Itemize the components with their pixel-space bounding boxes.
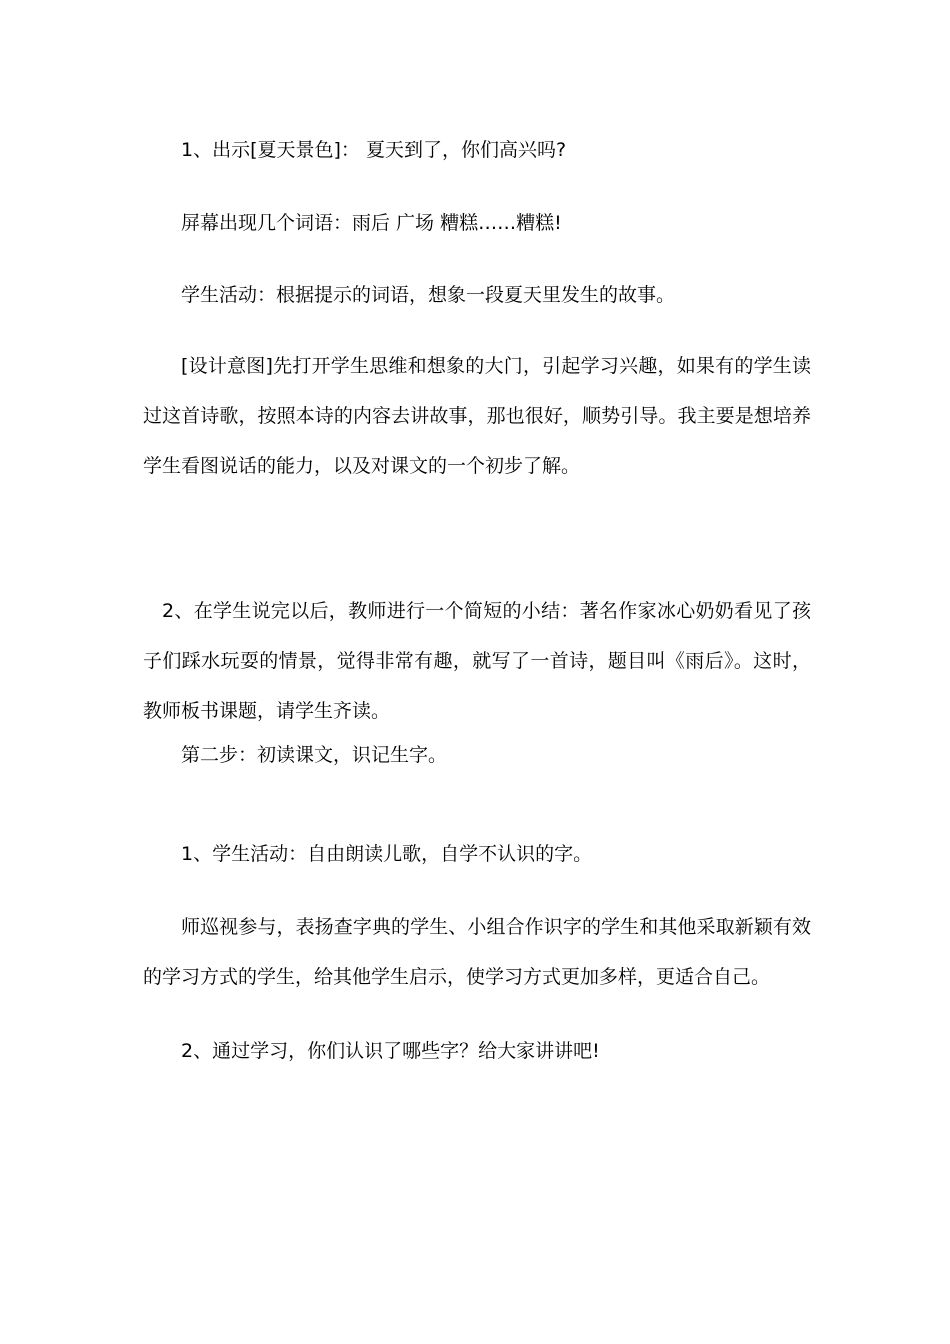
paragraph-step-two: 第二步：初读课文，识记生字。 xyxy=(181,744,448,766)
paragraph-student-activity: 学生活动：根据提示的词语，想象一段夏天里发生的故事。 xyxy=(181,284,676,306)
paragraph-teacher-patrol: 师巡视参与，表扬查字典的学生、小组合作识字的学生和其他采取新颖有效的学习方式的学生，给其他学生启示，使学习方式更加多样，更适合自己。 xyxy=(143,916,811,988)
paragraph-design-intent: [设计意图]先打开学生思维和想象的大门，引起学习兴趣，如果有的学生读过这首诗歌，按照本诗的内容去讲故事，那也很好，顺势引导。我主要是想培养学生看图说话的能力，以及对课文的一个初步了解。 xyxy=(143,355,811,477)
paragraph-read-aloud: 1、学生活动：自由朗读儿歌，自学不认识的字。 xyxy=(181,843,593,865)
paragraph-screen-words: 屏幕出现几个词语：雨后 广场 糟糕……糟糕! xyxy=(181,212,562,234)
paragraph-show-summer-scene: 1、出示[夏天景色]： 夏天到了，你们高兴吗? xyxy=(181,139,567,161)
paragraph-teacher-summary: 2、在学生说完以后，教师进行一个简短的小结：著名作家冰心奶奶看见了孩子们踩水玩耍的情景，觉得非常有趣，就写了一首诗，题目叫《雨后》。这时，教师板书课题，请学生齐读。 xyxy=(143,600,811,722)
paragraph-share-characters: 2、通过学习，你们认识了哪些字？给大家讲讲吧! xyxy=(181,1040,600,1062)
